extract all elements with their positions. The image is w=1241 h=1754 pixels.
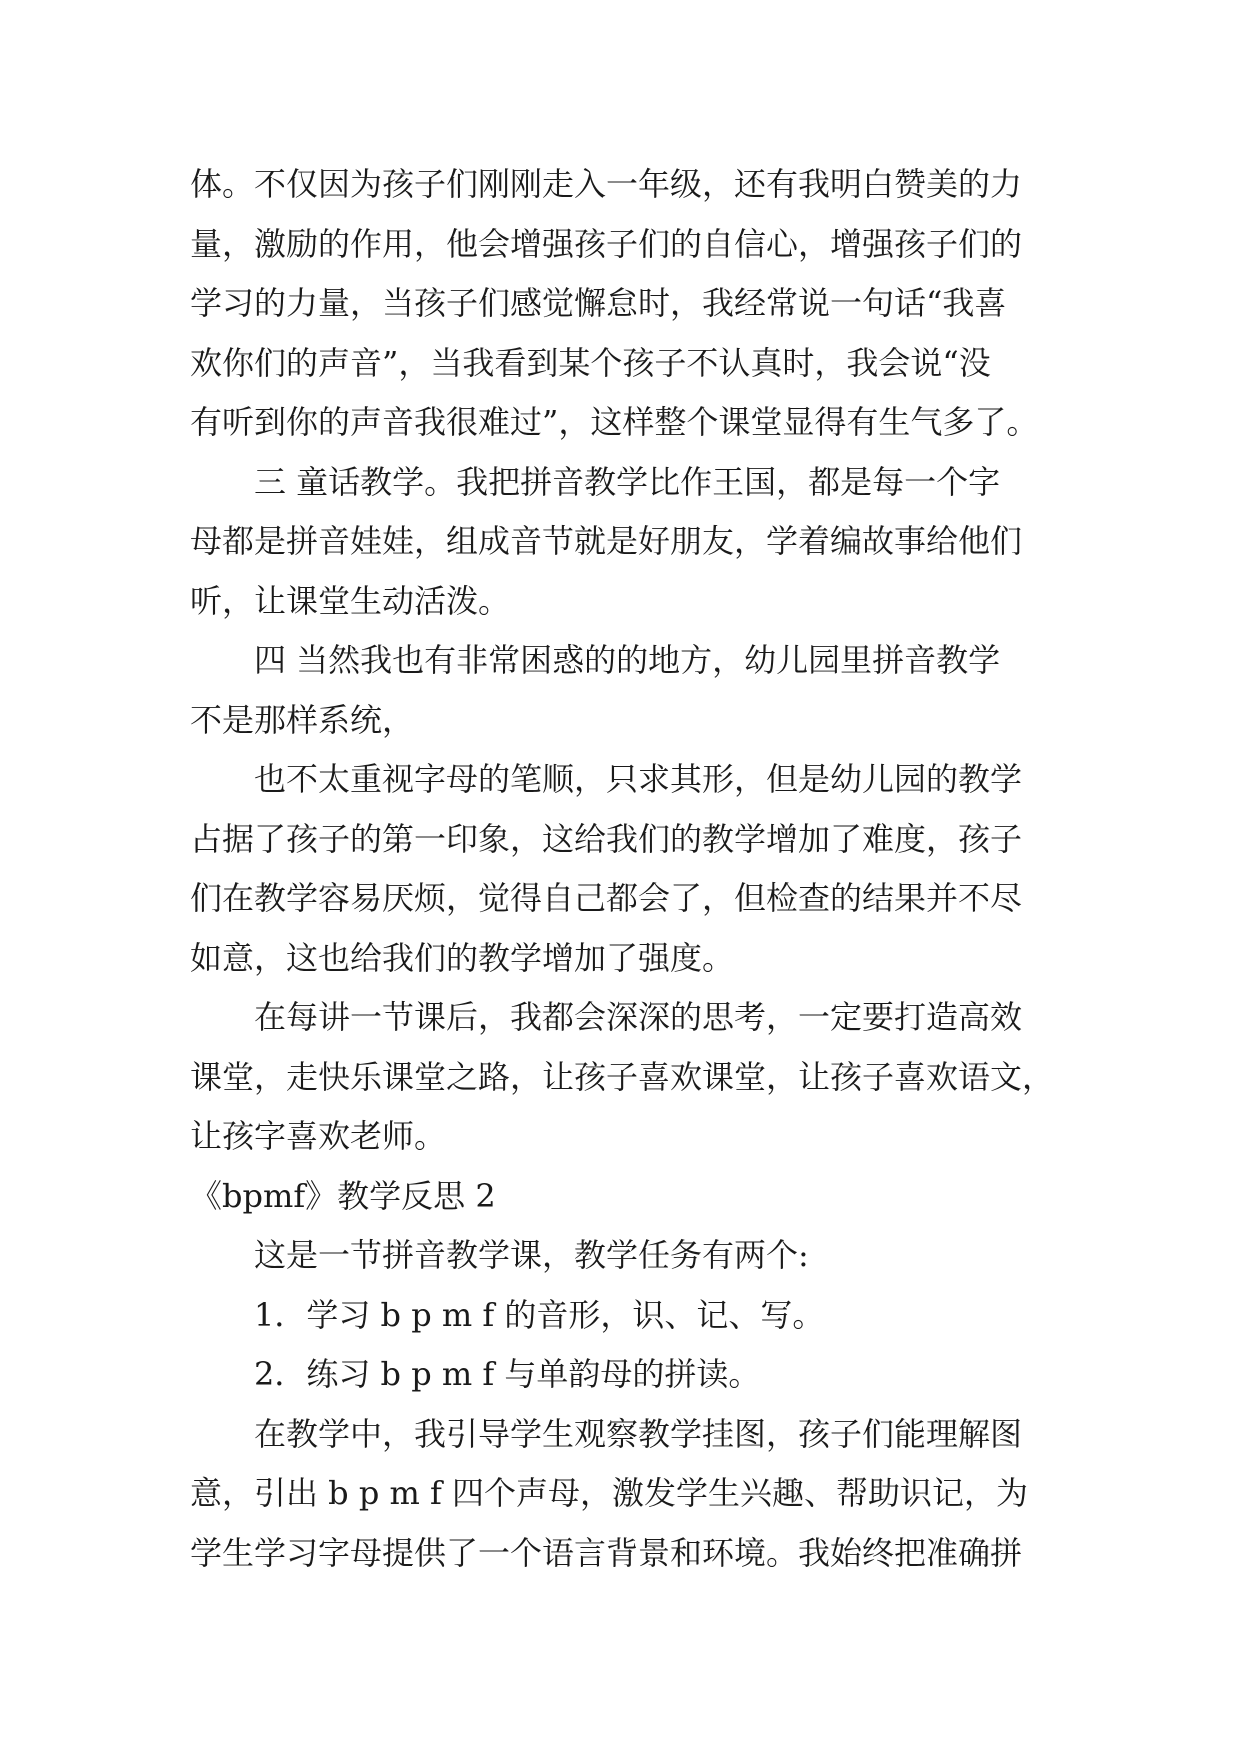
text-line: 三 童话教学。我把拼音教学比作王国，都是每一个字: [254, 462, 1001, 501]
text-line: 学生学习字母提供了一个语言背景和环境。我始终把准确拼: [190, 1533, 1023, 1572]
text-line: 学习的力量，当孩子们感觉懈怠时，我经常说一句话“我喜: [190, 284, 1007, 322]
text-line: 课堂，走快乐课堂之路，让孩子喜欢课堂，让孩子喜欢语文，: [190, 1057, 1055, 1096]
text-line: 在教学中，我引导学生观察教学挂图，孩子们能理解图: [254, 1414, 1023, 1453]
text-line: 如意，这也给我们的教学增加了强度。: [190, 938, 735, 977]
text-line: 1．学习 b p m f 的音形，识、记、写。: [254, 1295, 825, 1334]
text-line: 也不太重视字母的笔顺，只求其形，但是幼儿园的教学: [254, 760, 1023, 798]
text-line: 《bpmf》教学反思 2: [190, 1176, 496, 1215]
text-line: 让孩字喜欢老师。: [190, 1117, 447, 1155]
document-body: [190, 155, 1055, 1583]
text-line: 听，让课堂生动活泼。: [190, 581, 511, 620]
text-line: 意，引出 b p m f 四个声母，激发学生兴趣、帮助识记，为: [190, 1474, 1029, 1512]
text-line: 们在教学容易厌烦，觉得自己都会了，但检查的结果并不尽: [190, 879, 1023, 917]
text-line: 欢你们的声音”，当我看到某个孩子不认真时，我会说“没: [190, 343, 991, 382]
text-line: 四 当然我也有非常困惑的的地方，幼儿园里拼音教学: [254, 641, 1001, 679]
text-line: 2．练习 b p m f 与单韵母的拼读。: [254, 1355, 761, 1393]
text-line: 占据了孩子的第一印象，这给我们的教学增加了难度，孩子: [190, 819, 1023, 858]
text-line: 量，激励的作用，他会增强孩子们的自信心，增强孩子们的: [190, 224, 1023, 263]
text-line: 体。不仅因为孩子们刚刚走入一年级，还有我明白赞美的力: [190, 165, 1023, 203]
text-line: 在每讲一节课后，我都会深深的思考，一定要打造高效: [254, 998, 1023, 1036]
text-line: 有听到你的声音我很难过”，这样整个课堂显得有生气多了。: [190, 403, 1039, 441]
text-line: 母都是拼音娃娃，组成音节就是好朋友，学着编故事给他们: [190, 522, 1023, 560]
text-line: 不是那样系统，: [190, 700, 415, 739]
text-line: 这是一节拼音教学课，教学任务有两个:: [254, 1236, 809, 1274]
